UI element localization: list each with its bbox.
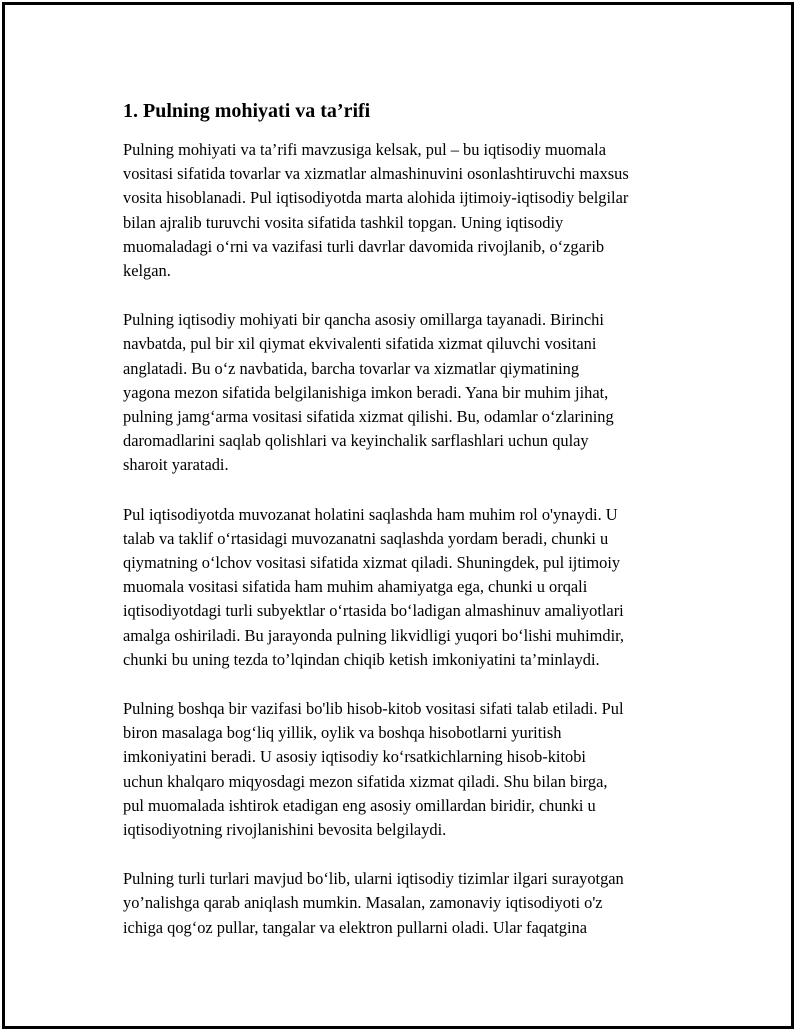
text-line: vosita hisoblanadi. Pul iqtisodiyotda marta alohida ijtimoiy-iqtisodiy belgilar (123, 188, 629, 208)
text-line: sharoit yaratadi. (123, 455, 229, 475)
text-line: vositasi sifatida tovarlar va xizmatlar almashinuvini osonlashtiruvchi maxsus (123, 164, 629, 184)
text-line: iqtisodiyotning rivojlanishini bevosita belgilaydi. (123, 820, 447, 840)
text-line: yo’nalishga qarab aniqlash mumkin. Masalan, zamonaviy iqtisodiyoti o'z (123, 893, 603, 913)
text-line: pulning jamgʻarma vositasi sifatida xizmat qilishi. Bu, odamlar oʻzlarining (123, 407, 614, 427)
text-line: chunki bu uning tezda to’lqindan chiqib ketish imkoniyatini ta’minlaydi. (123, 649, 600, 669)
text-line: yagona mezon sifatida belgilanishiga imkon beradi. Yana bir muhim jihat, (123, 382, 609, 402)
text-line: qiymatning oʻlchov vositasi sifatida xizmat qiladi. Shuningdek, pul ijtimoiy (123, 553, 621, 573)
text-line: anglatadi. Bu oʻz navbatida, barcha tovarlar va xizmatlar qiymatining (123, 358, 580, 378)
document-body (123, 97, 708, 965)
text-line: Pulning turli turlari mavjud boʻlib, ularni iqtisodiy tizimlar ilgari surayotgan (123, 869, 624, 889)
text-line: biron masalaga bogʻliq yillik, oylik va boshqa hisobotlarni yuritish (123, 723, 562, 743)
text-line: kelgan. (123, 261, 171, 281)
text-line: uchun khalqaro miqyosdagi mezon sifatida xizmat qiladi. Shu bilan birga, (123, 771, 608, 791)
text-line: iqtisodiyotdagi turli subyektlar oʻrtasida boʻladigan almashinuv amaliyotlari (123, 601, 624, 621)
text-line: pul muomalada ishtirok etadigan eng asosiy omillardan biridir, chunki u (123, 795, 596, 815)
section-heading: 1. Pulning mohiyati va ta’rifi (123, 100, 371, 122)
paragraph-3 (123, 503, 708, 672)
text-line: amalga oshiriladi. Bu jarayonda pulning likvidligi yuqori boʻlishi muhimdir, (123, 625, 625, 645)
paragraph-2 (123, 308, 708, 477)
text-line: bilan ajralib turuvchi vosita sifatida tashkil topgan. Uning iqtisodiy (123, 212, 564, 232)
paragraph-1 (123, 138, 708, 283)
paragraph-4 (123, 697, 708, 842)
text-line: muomaladagi oʻrni va vazifasi turli davrlar davomida rivojlanib, oʻzgarib (123, 236, 605, 256)
text-line: imkoniyatini beradi. U asosiy iqtisodiy koʻrsatkichlarning hisob-kitobi (123, 747, 586, 767)
text-line: muomala vositasi sifatida ham muhim ahamiyatga ega, chunki u orqali (123, 577, 588, 597)
text-line: talab va taklif oʻrtasidagi muvozanatni saqlashda yordam beradi, chunki u (123, 528, 609, 548)
text-line: Pul iqtisodiyotda muvozanat holatini saqlashda ham muhim rol o'ynaydi. U (123, 504, 618, 524)
text-line: navbatda, pul bir xil qiymat ekvivalenti sifatida xizmat qiluvchi vositani (123, 334, 597, 354)
text-line: Pulning mohiyati va ta’rifi mavzusiga kelsak, pul – bu iqtisodiy muomala (123, 140, 606, 159)
page-frame (2, 2, 794, 1029)
text-line: Pulning iqtisodiy mohiyati bir qancha asosiy omillarga tayanadi. Birinchi (123, 310, 604, 330)
text-line: ichiga qogʻoz pullar, tangalar va elektron pullarni oladi. Ular faqatgina (123, 917, 588, 937)
paragraph-5 (123, 867, 708, 940)
text-line: Pulning boshqa bir vazifasi bo'lib hisob-kitob vositasi sifati talab etiladi. Pul (123, 699, 624, 719)
text-line: daromadlarini saqlab qolishlari va keyinchalik sarflashlari uchun qulay (123, 431, 589, 451)
